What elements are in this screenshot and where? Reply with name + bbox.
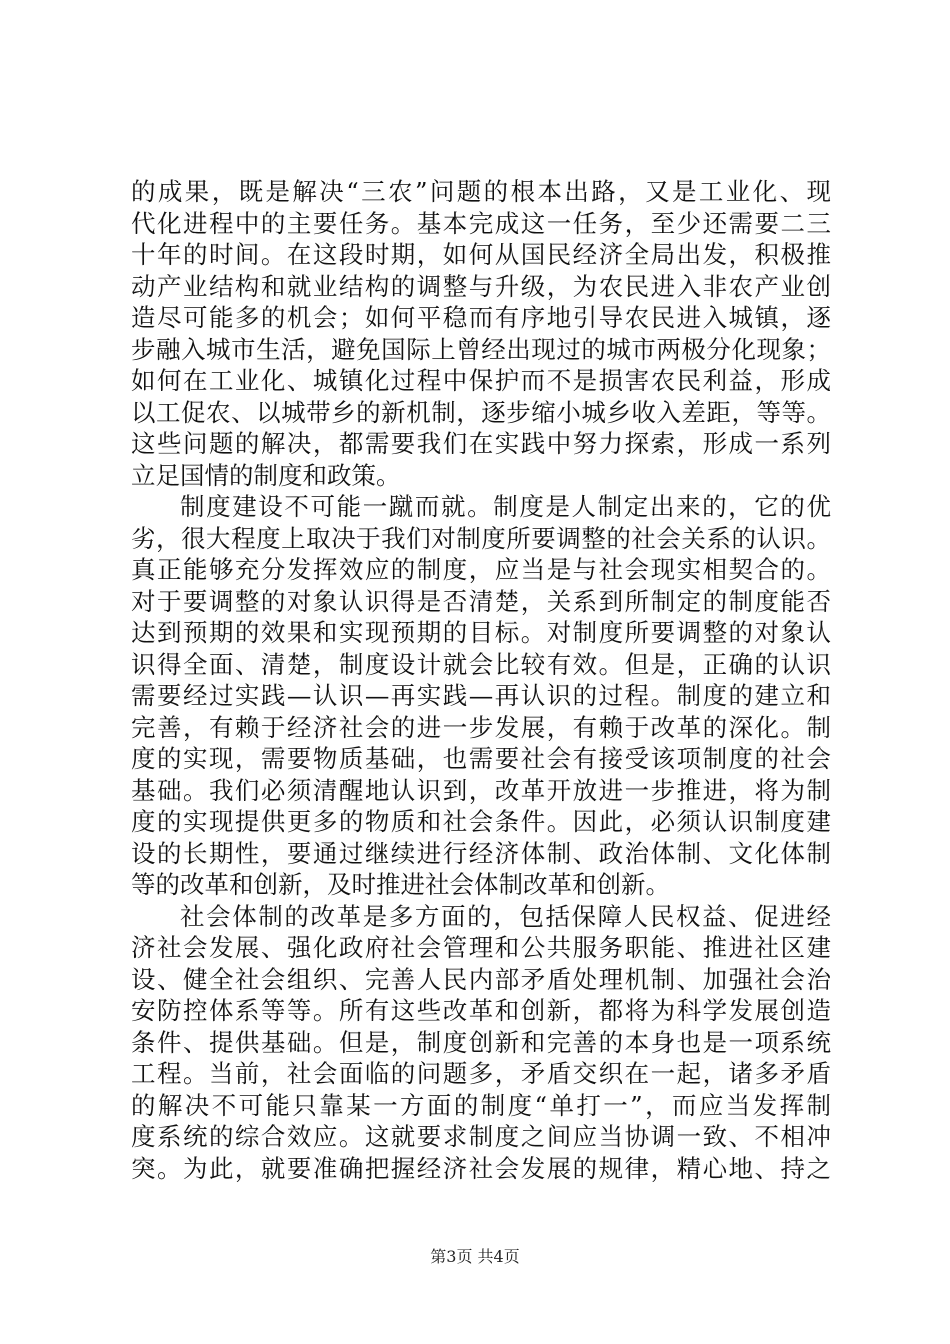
text-line: 基础。我们必须清醒地认识到，改革开放进一步推进，将为制 bbox=[131, 775, 831, 805]
text-line: 识得全面、清楚，制度设计就会比较有效。但是，正确的认识 bbox=[131, 649, 831, 679]
text-line: 这些问题的解决，都需要我们在实践中努力探索，形成一系列 bbox=[131, 429, 831, 458]
text-line: 突。为此，就要准确把握经济社会发展的规律，精心地、持之 bbox=[131, 1153, 831, 1183]
text-line: 设、健全社会组织、完善人民内部矛盾处理机制、加强社会治 bbox=[131, 964, 831, 994]
text-line: 度的实现，需要物质基础，也需要社会有接受该项制度的社会 bbox=[131, 744, 831, 773]
text-line: 真正能够充分发挥效应的制度，应当是与社会现实相契合的。 bbox=[131, 555, 831, 584]
text-line: 度的实现提供更多的物质和社会条件。因此，必须认识制度建 bbox=[131, 807, 831, 836]
text-line: 代化进程中的主要任务。基本完成这一任务，至少还需要二三 bbox=[131, 208, 831, 238]
text-line: 度系统的综合效应。这就要求制度之间应当协调一致、不相冲 bbox=[131, 1122, 831, 1151]
text-line: 以工促农、以城带乡的新机制，逐步缩小城乡收入差距，等等。 bbox=[131, 397, 831, 427]
text-line: 工程。当前，社会面临的问题多，矛盾交织在一起，诸多矛盾 bbox=[131, 1059, 831, 1088]
text-line: 步融入城市生活，避免国际上曾经出现过的城市两极分化现象； bbox=[131, 334, 831, 364]
paragraph-first-line: 社会体制的改革是多方面的，包括保障人民权益、促进经 bbox=[180, 901, 831, 931]
text-line: 济社会发展、强化政府社会管理和公共服务职能、推进社区建 bbox=[131, 933, 831, 962]
text-line: 条件、提供基础。但是，制度创新和完善的本身也是一项系统 bbox=[131, 1027, 831, 1057]
text-line: 如何在工业化、城镇化过程中保护而不是损害农民利益，形成 bbox=[131, 366, 831, 395]
paragraph-first-line: 制度建设不可能一蹴而就。制度是人制定出来的，它的优 bbox=[180, 492, 831, 521]
text-line: 需要经过实践—认识—再实践—再认识的过程。制度的建立和 bbox=[131, 681, 831, 710]
body-text bbox=[131, 176, 831, 1184]
text-line: 动产业结构和就业结构的调整与升级，为农民进入非农产业创 bbox=[131, 271, 831, 301]
text-line: 劣，很大程度上取决于我们对制度所要调整的社会关系的认识。 bbox=[131, 523, 831, 553]
text-line: 安防控体系等等。所有这些改革和创新，都将为科学发展创造 bbox=[131, 996, 831, 1025]
text-line: 达到预期的效果和实现预期的目标。对制度所要调整的对象认 bbox=[131, 618, 831, 647]
text-line: 的成果，既是解决“三农”问题的根本出路，又是工业化、现 bbox=[131, 177, 831, 206]
page-number-footer: 第3页 共4页 bbox=[430, 1247, 520, 1266]
text-line: 立足国情的制度和政策。 bbox=[131, 460, 401, 490]
text-line: 造尽可能多的机会；如何平稳而有序地引导农民进入城镇，逐 bbox=[131, 303, 831, 332]
text-line: 十年的时间。在这段时期，如何从国民经济全局出发，积极推 bbox=[131, 240, 831, 269]
text-line: 等的改革和创新，及时推进社会体制改革和创新。 bbox=[131, 870, 670, 899]
text-line: 完善，有赖于经济社会的进一步发展，有赖于改革的深化。制 bbox=[131, 712, 831, 742]
text-line: 对于要调整的对象认识得是否清楚，关系到所制定的制度能否 bbox=[131, 586, 831, 616]
text-line: 的解决不可能只靠某一方面的制度“单打一”，而应当发挥制 bbox=[131, 1090, 831, 1120]
text-line: 设的长期性，要通过继续进行经济体制、政治体制、文化体制 bbox=[131, 838, 831, 868]
